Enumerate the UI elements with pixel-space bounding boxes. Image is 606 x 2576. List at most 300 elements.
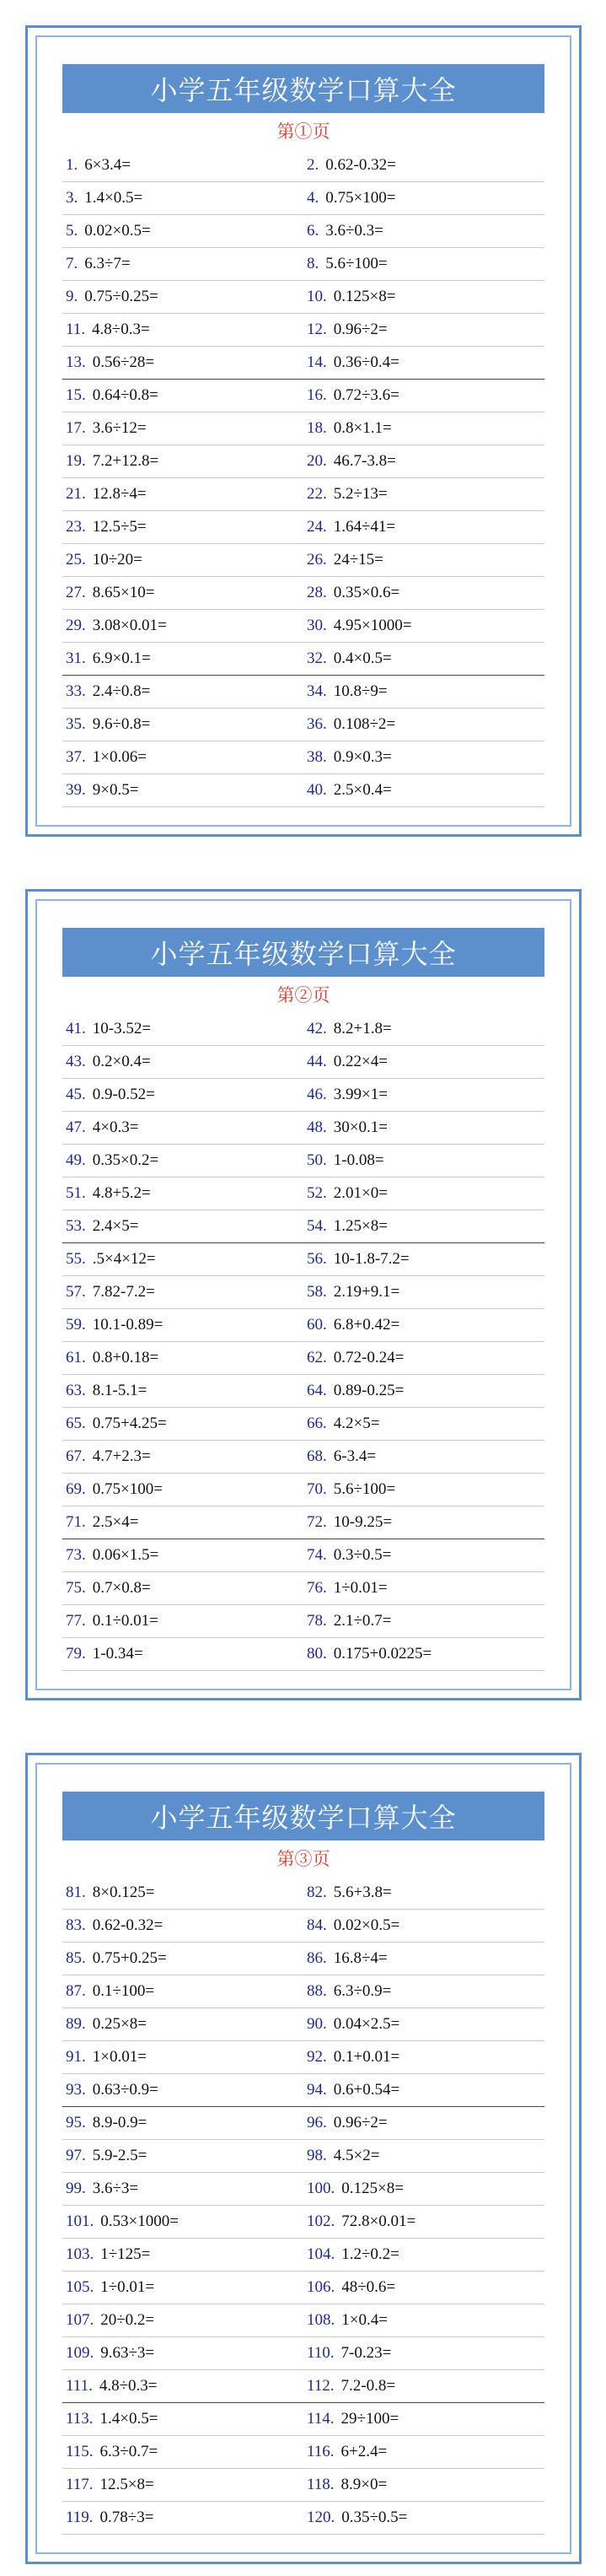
problem-number: 43. [66, 1053, 86, 1070]
problem-number: 89. [66, 2015, 86, 2033]
problem-expression: 8.65×10= [92, 584, 155, 601]
problem-item [303, 2008, 544, 2040]
problem-expression: 2.5×0.4= [333, 781, 392, 799]
problem-expression: 2.4×5= [92, 1217, 139, 1235]
problem-row [62, 2107, 544, 2140]
problem-expression: 1÷0.01= [100, 2278, 155, 2296]
problem-item [303, 2206, 544, 2238]
worksheet-page [25, 1753, 582, 2564]
problem-expression: 0.8+0.18= [92, 1349, 159, 1366]
problem-expression: 0.89-0.25= [333, 1382, 405, 1399]
problem-expression: 0.06×1.5= [92, 1546, 159, 1564]
problem-number: 31. [66, 649, 86, 667]
problem-expression: 0.1+0.01= [333, 2048, 400, 2066]
problem-row [62, 2337, 544, 2370]
problem-expression: 0.7×0.8= [92, 1579, 151, 1597]
page-inner-border [35, 35, 571, 827]
problem-expression: 0.175+0.0225= [333, 1645, 432, 1663]
problem-number: 84. [307, 1916, 327, 1934]
problem-row [62, 182, 544, 215]
problem-expression: 0.75+4.25= [92, 1415, 167, 1432]
problem-item [62, 149, 303, 181]
problem-number: 65. [66, 1415, 86, 1432]
page-inner-border [35, 899, 571, 1690]
problem-number: 47. [66, 1118, 86, 1136]
problem-expression: 9.6÷0.8= [92, 715, 151, 733]
problem-expression: 7.82-7.2= [92, 1283, 155, 1301]
page-title: 小学五年级数学口算大全 [62, 64, 544, 113]
problem-row [62, 1638, 544, 1671]
problem-row [62, 314, 544, 347]
problem-expression: 0.02×0.5= [333, 1916, 400, 1934]
problem-row [62, 2206, 544, 2239]
problem-number: 13. [66, 353, 86, 371]
problem-expression: 1÷125= [100, 2245, 151, 2263]
problem-expression: 2.01×0= [333, 1184, 388, 1202]
problem-row [62, 1572, 544, 1605]
problem-item [62, 347, 303, 379]
problem-number: 15. [66, 386, 86, 404]
problem-expression: 48÷0.6= [341, 2278, 396, 2296]
problem-number: 71. [66, 1513, 86, 1531]
problem-number: 17. [66, 419, 86, 437]
problem-item [303, 182, 544, 214]
problem-number: 90. [307, 2015, 327, 2033]
problem-row [62, 1605, 544, 1638]
problem-expression: 16.8÷4= [333, 1949, 388, 1967]
problem-item [62, 1910, 303, 1942]
problem-expression: 0.9×0.3= [333, 748, 392, 766]
problem-number: 67. [66, 1447, 86, 1465]
problem-row [62, 2370, 544, 2403]
problem-number: 21. [66, 485, 86, 503]
problem-expression: 0.36÷0.4= [333, 353, 400, 371]
problem-row [62, 610, 544, 643]
problem-item [303, 1309, 544, 1341]
problem-expression: 72.8×0.01= [341, 2212, 416, 2230]
problem-item [62, 248, 303, 280]
problem-number: 58. [307, 1283, 327, 1301]
problem-item [62, 1079, 303, 1111]
problem-item [62, 2436, 303, 2468]
problem-item [303, 1910, 544, 1942]
problem-expression: 0.8×1.1= [333, 419, 392, 437]
problem-item [303, 2140, 544, 2172]
problem-item [62, 1276, 303, 1308]
problem-item [62, 1309, 303, 1341]
problem-item [303, 2337, 544, 2369]
problem-row [62, 2436, 544, 2469]
problem-item [303, 544, 544, 576]
problem-expression: 0.62-0.32= [325, 156, 396, 174]
problem-number: 91. [66, 2048, 86, 2066]
problem-item [303, 1375, 544, 1407]
problem-expression: 46.7-3.8= [333, 452, 396, 470]
page-number-label: 第③页 [276, 1849, 330, 1869]
problem-number: 72. [307, 1513, 327, 1531]
problem-item [303, 1506, 544, 1539]
problem-item [303, 1243, 544, 1275]
problem-item [62, 1572, 303, 1604]
problem-expression: 5.9-2.5= [92, 2147, 147, 2164]
problem-number: 102. [307, 2212, 335, 2230]
problem-number: 5. [66, 222, 78, 240]
problem-number: 80. [307, 1645, 327, 1663]
problem-expression: 1.4×0.5= [84, 189, 143, 207]
problem-item [303, 2074, 544, 2106]
problem-expression: 0.96÷2= [333, 2114, 388, 2131]
problem-number: 62. [307, 1349, 327, 1366]
problem-grid [62, 149, 544, 807]
problem-expression: 1×0.06= [92, 748, 147, 766]
problem-item [303, 2502, 544, 2534]
problem-row [62, 1943, 544, 1975]
problem-number: 74. [307, 1546, 327, 1564]
problem-expression: 0.9-0.52= [92, 1086, 155, 1103]
problem-expression: 1.2÷0.2= [341, 2245, 400, 2263]
problem-number: 109. [66, 2344, 94, 2362]
problem-row [62, 2469, 544, 2502]
problem-expression: 1-0.08= [333, 1151, 384, 1169]
problem-number: 41. [66, 1020, 86, 1037]
problem-item [62, 2239, 303, 2271]
problem-item [62, 2304, 303, 2336]
problem-number: 49. [66, 1151, 86, 1169]
problem-row [62, 445, 544, 478]
problem-number: 33. [66, 682, 86, 700]
problem-item [303, 1046, 544, 1078]
problem-row [62, 1441, 544, 1474]
problem-number: 116. [307, 2443, 335, 2460]
problem-item [303, 380, 544, 412]
problem-item [303, 709, 544, 741]
page-inner-border [35, 1763, 571, 2554]
problem-row [62, 1079, 544, 1112]
problem-row [62, 2140, 544, 2173]
problem-item [62, 1210, 303, 1242]
problem-expression: 1.64÷41= [333, 518, 396, 536]
problem-number: 105. [66, 2278, 94, 2296]
problem-expression: 1.25×8= [333, 1217, 388, 1235]
problem-item [62, 281, 303, 313]
problem-row [62, 1539, 544, 1572]
problem-number: 100. [307, 2180, 335, 2197]
problem-row [62, 1112, 544, 1145]
problem-row [62, 1342, 544, 1375]
problem-expression: 0.25×8= [92, 2015, 147, 2033]
problem-expression: 8.2+1.8= [333, 1020, 392, 1037]
problem-item [303, 2107, 544, 2139]
problem-number: 24. [307, 518, 327, 536]
problem-number: 70. [307, 1480, 327, 1498]
problem-number: 99. [66, 2180, 86, 2197]
problem-number: 96. [307, 2114, 327, 2131]
problem-expression: 0.75÷0.25= [84, 288, 158, 305]
problem-item [303, 1178, 544, 1210]
problem-number: 1. [66, 156, 78, 174]
problem-row [62, 643, 544, 676]
problem-expression: 4.2×5= [333, 1415, 380, 1432]
problem-number: 44. [307, 1053, 327, 1070]
problem-row [62, 1910, 544, 1943]
problem-number: 37. [66, 748, 86, 766]
problem-number: 28. [307, 584, 327, 601]
problem-row [62, 1046, 544, 1079]
problem-item [62, 1342, 303, 1374]
problem-row [62, 2041, 544, 2074]
problem-row [62, 1474, 544, 1506]
problem-row [62, 1877, 544, 1910]
problem-number: 32. [307, 649, 327, 667]
problem-item [62, 544, 303, 576]
problem-expression: 2.4÷0.8= [92, 682, 151, 700]
problem-number: 29. [66, 617, 86, 634]
problem-expression: 6+2.4= [341, 2443, 388, 2460]
problem-expression: 0.1÷100= [92, 1982, 155, 2000]
problem-number: 56. [307, 1250, 327, 1268]
problem-row [62, 774, 544, 807]
problem-expression: 0.35×0.2= [92, 1151, 159, 1169]
problem-number: 115. [66, 2443, 94, 2460]
problem-expression: 0.125×8= [333, 288, 396, 305]
problem-number: 6. [307, 222, 319, 240]
problem-item [62, 1243, 303, 1275]
problem-expression: 0.62-0.32= [92, 1916, 164, 1934]
problem-number: 19. [66, 452, 86, 470]
problem-number: 16. [307, 386, 327, 404]
problem-item [62, 314, 303, 346]
problem-item [62, 1178, 303, 1210]
problem-expression: 0.2×0.4= [92, 1053, 151, 1070]
problem-row [62, 511, 544, 544]
problem-item [62, 1013, 303, 1045]
problem-expression: 20÷0.2= [100, 2311, 155, 2329]
problem-item [303, 1943, 544, 1975]
problem-number: 55. [66, 1250, 86, 1268]
problem-item [303, 1474, 544, 1506]
problem-number: 3. [66, 189, 78, 207]
problem-item [62, 2403, 303, 2435]
problem-row [62, 2173, 544, 2206]
problem-number: 104. [307, 2245, 335, 2263]
problem-number: 119. [66, 2509, 94, 2526]
problem-number: 9. [66, 288, 78, 305]
problem-expression: 8×0.125= [92, 1883, 155, 1901]
problem-item [62, 1877, 303, 1909]
problem-row [62, 1408, 544, 1441]
problem-item [62, 774, 303, 806]
page-title: 小学五年级数学口算大全 [62, 1792, 544, 1840]
problem-item [303, 2436, 544, 2468]
problem-item [303, 1975, 544, 2007]
problem-expression: 2.19+9.1= [333, 1283, 400, 1301]
problem-expression: 5.6÷100= [325, 255, 388, 272]
problem-expression: 0.78÷3= [99, 2509, 154, 2526]
problem-number: 106. [307, 2278, 335, 2296]
problem-number: 25. [66, 551, 86, 569]
problem-number: 36. [307, 715, 327, 733]
worksheet-page [25, 25, 582, 837]
problem-expression: 10-1.8-7.2= [333, 1250, 410, 1268]
problem-item [303, 149, 544, 181]
problem-number: 57. [66, 1283, 86, 1301]
problem-number: 26. [307, 551, 327, 569]
problem-row [62, 1276, 544, 1309]
problem-row [62, 1506, 544, 1539]
problem-row [62, 412, 544, 445]
problem-expression: 4.8÷0.3= [99, 2377, 158, 2395]
problem-number: 27. [66, 584, 86, 601]
problem-item [62, 741, 303, 773]
problem-expression: 0.35×0.6= [333, 584, 400, 601]
problem-expression: 6.3÷7= [84, 255, 131, 272]
problem-item [303, 412, 544, 445]
problem-number: 20. [307, 452, 327, 470]
problem-item [62, 182, 303, 214]
problem-item [303, 2173, 544, 2205]
problem-expression: 4.8+5.2= [92, 1184, 151, 1202]
problem-number: 76. [307, 1579, 327, 1597]
problem-number: 92. [307, 2048, 327, 2066]
problem-row [62, 544, 544, 577]
problem-item [62, 1943, 303, 1975]
problem-item [303, 511, 544, 543]
problem-row [62, 2502, 544, 2535]
problem-item [62, 1441, 303, 1473]
problem-number: 111. [66, 2377, 93, 2395]
problem-number: 64. [307, 1382, 327, 1399]
problem-expression: 0.72-0.24= [333, 1349, 405, 1366]
problem-number: 2. [307, 156, 319, 174]
problem-row [62, 1178, 544, 1210]
problem-expression: 0.53×1000= [100, 2212, 179, 2230]
problem-item [62, 1112, 303, 1144]
problem-item [62, 1539, 303, 1571]
problem-item [62, 2502, 303, 2534]
problem-expression: 0.108÷2= [333, 715, 396, 733]
problem-item [62, 2272, 303, 2304]
problem-item [62, 610, 303, 642]
problem-row [62, 1210, 544, 1243]
problem-number: 82. [307, 1883, 327, 1901]
problem-item [62, 2206, 303, 2238]
problem-item [62, 676, 303, 708]
problem-item [303, 1441, 544, 1473]
problem-item [303, 1539, 544, 1571]
problem-item [303, 1877, 544, 1909]
problem-number: 34. [307, 682, 327, 700]
problem-number: 75. [66, 1579, 86, 1597]
problem-expression: 0.75×100= [92, 1480, 163, 1498]
problem-expression: 5.2÷13= [333, 485, 388, 503]
problem-row [62, 709, 544, 741]
problem-number: 93. [66, 2081, 86, 2099]
problem-row [62, 2074, 544, 2107]
page-number-label: 第②页 [276, 985, 330, 1005]
problem-row [62, 741, 544, 774]
problem-expression: 4.7+2.3= [92, 1447, 151, 1465]
problem-expression: 0.63÷0.9= [92, 2081, 158, 2099]
problem-row [62, 149, 544, 182]
problem-expression: 0.22×4= [333, 1053, 388, 1070]
problem-expression: 0.6+0.54= [333, 2081, 400, 2099]
problem-item [62, 445, 303, 477]
problem-number: 118. [307, 2476, 335, 2493]
problem-item [303, 1638, 544, 1670]
problem-number: 48. [307, 1118, 327, 1136]
problem-item [62, 380, 303, 412]
problem-number: 107. [66, 2311, 94, 2329]
problem-item [303, 2469, 544, 2501]
problem-expression: 4.5×2= [333, 2147, 380, 2164]
problem-item [303, 2370, 544, 2402]
problem-item [303, 248, 544, 280]
problem-item [62, 2074, 303, 2106]
problem-item [62, 2469, 303, 2501]
problem-number: 98. [307, 2147, 327, 2164]
problem-number: 39. [66, 781, 86, 799]
problem-number: 40. [307, 781, 327, 799]
problem-item [303, 281, 544, 313]
problem-item [62, 1046, 303, 1078]
problem-row [62, 1013, 544, 1046]
problem-expression: 0.04×2.5= [333, 2015, 400, 2033]
problem-expression: 1×0.01= [92, 2048, 147, 2066]
problem-expression: 4×0.3= [92, 1118, 139, 1136]
problem-grid [62, 1013, 544, 1671]
problem-number: 53. [66, 1217, 86, 1235]
problem-expression: 0.56÷28= [92, 353, 155, 371]
problem-number: 83. [66, 1916, 86, 1934]
problem-number: 101. [66, 2212, 94, 2230]
problem-row [62, 1145, 544, 1178]
problem-item [303, 610, 544, 642]
problem-number: 87. [66, 1982, 86, 2000]
problem-row [62, 1975, 544, 2008]
problem-item [303, 2272, 544, 2304]
problem-number: 114. [307, 2410, 335, 2428]
problem-number: 50. [307, 1151, 327, 1169]
problem-expression: 8.1-5.1= [92, 1382, 147, 1399]
problem-expression: 9.63÷3= [100, 2344, 155, 2362]
problem-item [303, 577, 544, 609]
problem-item [62, 2107, 303, 2139]
problem-number: 112. [307, 2377, 335, 2395]
problem-item [303, 2403, 544, 2435]
problem-expression: 0.125×8= [341, 2180, 404, 2197]
problem-expression: 4.95×1000= [333, 617, 412, 634]
problem-item [303, 347, 544, 379]
problem-item [62, 2337, 303, 2369]
problem-expression: 3.99×1= [333, 1086, 388, 1103]
problem-expression: 8.9-0.9= [92, 2114, 147, 2131]
problem-number: 54. [307, 1217, 327, 1235]
problem-number: 12. [307, 321, 327, 338]
problem-number: 103. [66, 2245, 94, 2263]
problem-number: 78. [307, 1612, 327, 1630]
problem-expression: 6×3.4= [84, 156, 131, 174]
problem-number: 68. [307, 1447, 327, 1465]
problem-item [303, 1342, 544, 1374]
problem-number: 14. [307, 353, 327, 371]
problem-number: 97. [66, 2147, 86, 2164]
problem-number: 79. [66, 1645, 86, 1663]
problem-number: 86. [307, 1949, 327, 1967]
problem-expression: 6-3.4= [333, 1447, 377, 1465]
problem-item [303, 1276, 544, 1308]
problem-row [62, 1243, 544, 1276]
problem-number: 10. [307, 288, 327, 305]
